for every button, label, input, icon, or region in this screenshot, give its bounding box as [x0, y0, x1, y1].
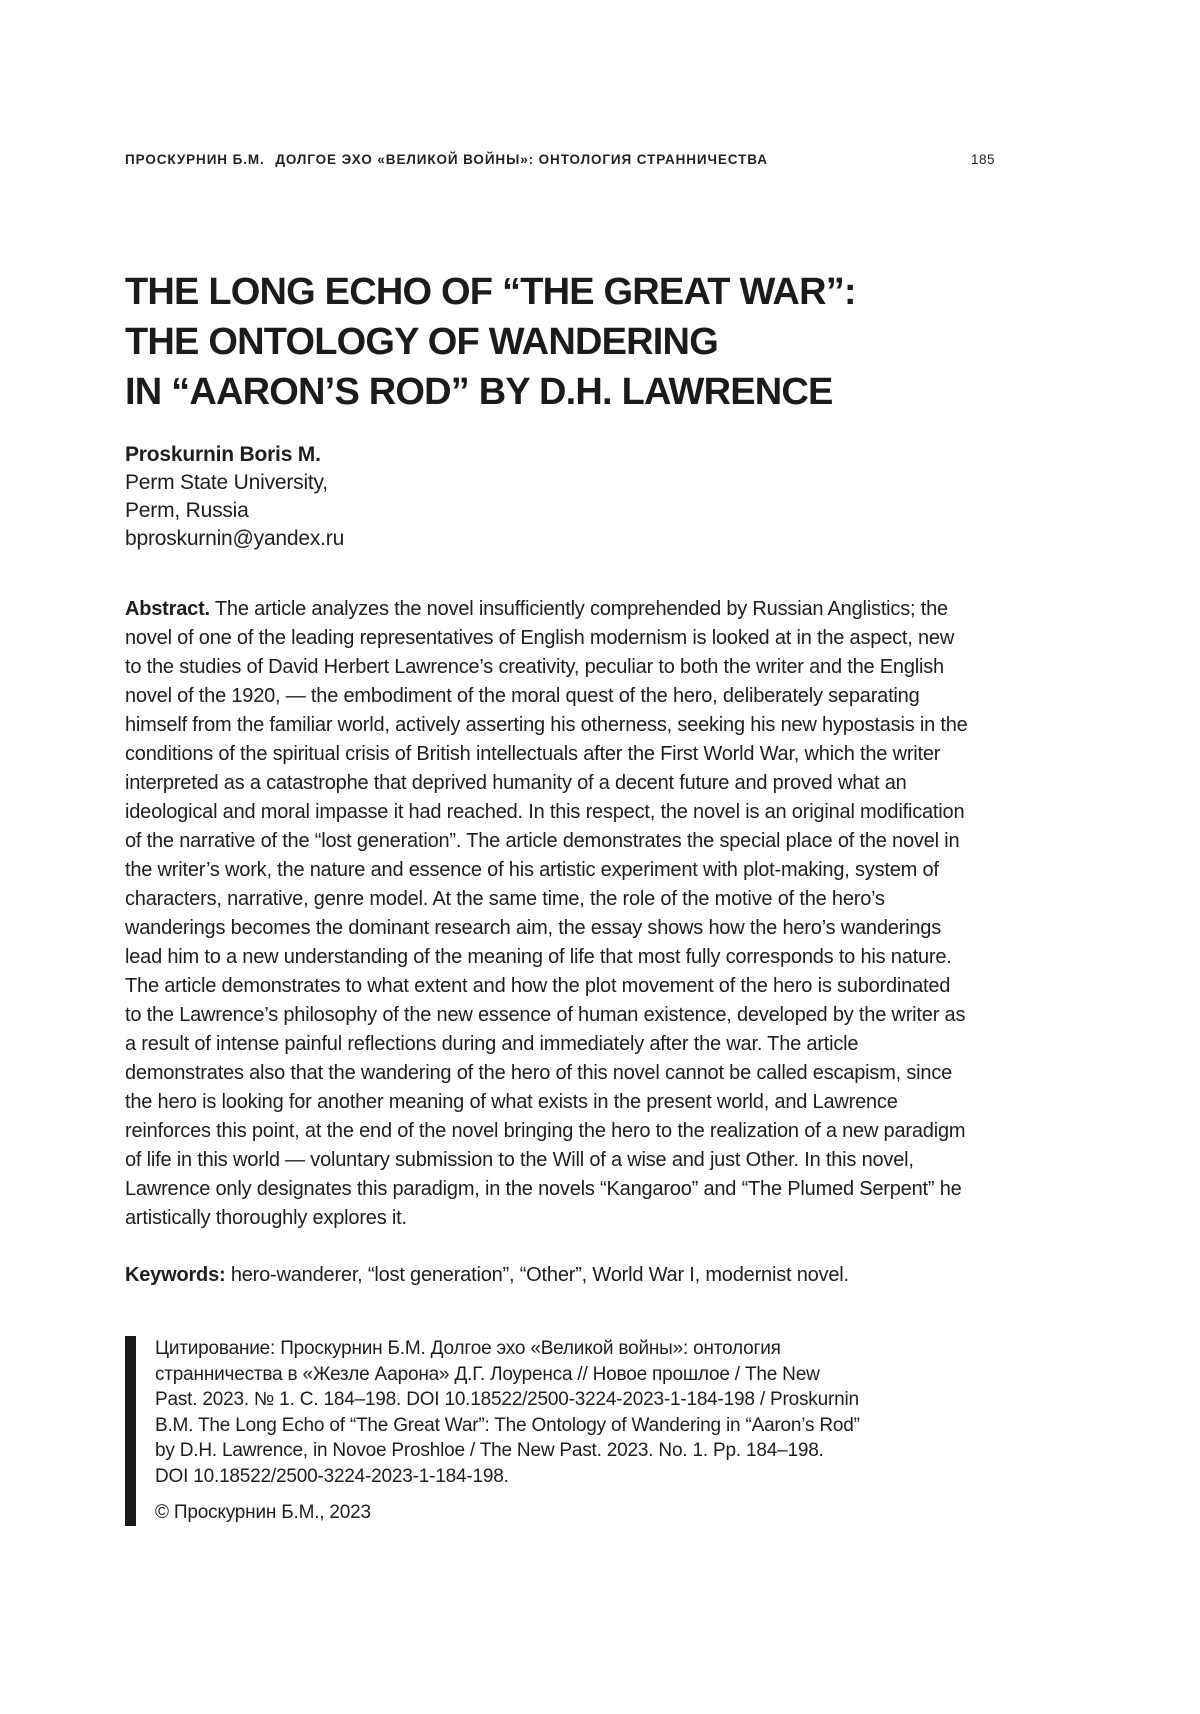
abstract-text: The article analyzes the novel insufficiently comprehended by Russian Anglistics; the novel of one of the leading representatives of English modernism is looked at in the aspect, new to the studies of David Herbert Lawrence’s creativity, peculiar to both the writer and the English novel of the 1920, — the embodiment of the moral quest of the hero, deliberately separating himself from the familiar world, actively asserting his otherness, seeking his new hypostasis in the conditions of the spiritual crisis of British intellectuals after the First World War, which the writer interpreted as a catastrophe that deprived humanity of a decent future and proved what an ideological and moral impasse it had reached. In this respect, the novel is an original modification of the narrative of the “lost generation”. The article demonstrates the special place of the novel in the writer’s work, the nature and essence of his artistic experiment with plot-making, system of characters, narrative, genre model. At the same time, the role of the motive of the hero’s wanderings becomes the dominant research aim, the essay shows how the hero’s wanderings lead him to a new understanding of the meaning of life that most fully corresponds to his nature. The article demonstrates to what extent and how the plot movement of the hero is subordinated to the Lawrence’s philosophy of the new essence of human existence, developed by the writer as a result of intense painful reflections during and immediately after the war. The article demonstrates also that the wandering of the hero of this novel cannot be called escapism, since the hero is looking for another meaning of what exists in the present world, and Lawrence reinforces this point, at the end of the novel bringing the hero to the realization of a new paradigm of life in this world — voluntary submission to the Will of a wise and just Other. In this novel, Lawrence only designates this paradigm, in the novels “Kangaroo” and “The Plumed Serpent” he artistically thoroughly explores it. — [125, 598, 968, 1229]
running-header-title: ДОЛГОЕ ЭХО «ВЕЛИКОЙ ВОЙНЫ»: ОНТОЛОГИЯ СТРАННИЧЕСТВА — [275, 152, 768, 167]
citation-rule-bar — [125, 1336, 136, 1526]
author-location: Perm, Russia — [125, 499, 249, 522]
copyright-line: © Проскурнин Б.М., 2023 — [155, 1502, 371, 1523]
citation-content — [155, 1336, 861, 1526]
keywords-text: hero-wanderer, “lost generation”, “Other”, World War I, modernist novel. — [230, 1264, 849, 1286]
abstract-paragraph — [125, 595, 970, 1233]
keywords-line — [125, 1261, 970, 1290]
page-number: 185 — [970, 152, 995, 167]
article-title-line: THE ONTOLOGY OF WANDERING — [125, 321, 718, 363]
article-title — [125, 267, 970, 417]
author-name: Proskurnin Boris M. — [125, 443, 321, 466]
running-header-text — [125, 152, 768, 167]
running-header-author: ПРОСКУРНИН Б.М. — [125, 152, 265, 167]
author-affiliation: Perm State University, — [125, 471, 328, 494]
article-title-line: THE LONG ECHO OF “THE GREAT WAR”: — [125, 271, 856, 313]
citation-text: Цитирование: Проскурнин Б.М. Долгое эхо «Великой войны»: онтология странничества в «Жезле Аарона» Д.Г. Лоуренса // Новое прошлое / The New Past. 2023. № 1. С. 184–198. DOI 10.18522/2500-3224-2023-1-184-198 / Proskurnin B.M. The Long Echo of “The Great War”: The Ontology of Wandering in “Aaron’s Rod” by D.H. Lawrence, in Novoe Proshloe / The New Past. 2023. No. 1. Pp. 184–198. DOI 10.18522/2500-3224-2023-1-184-198. — [155, 1338, 860, 1487]
citation-block — [125, 1336, 970, 1526]
article-title-line: IN “AARON’S ROD” BY D.H. LAWRENCE — [125, 371, 833, 413]
abstract-label: Abstract. — [125, 598, 210, 620]
author-block — [125, 441, 970, 553]
author-email: bproskurnin@yandex.ru — [125, 527, 345, 550]
keywords-label: Keywords: — [125, 1264, 226, 1286]
article-first-page — [125, 152, 995, 1526]
running-header — [125, 152, 995, 167]
